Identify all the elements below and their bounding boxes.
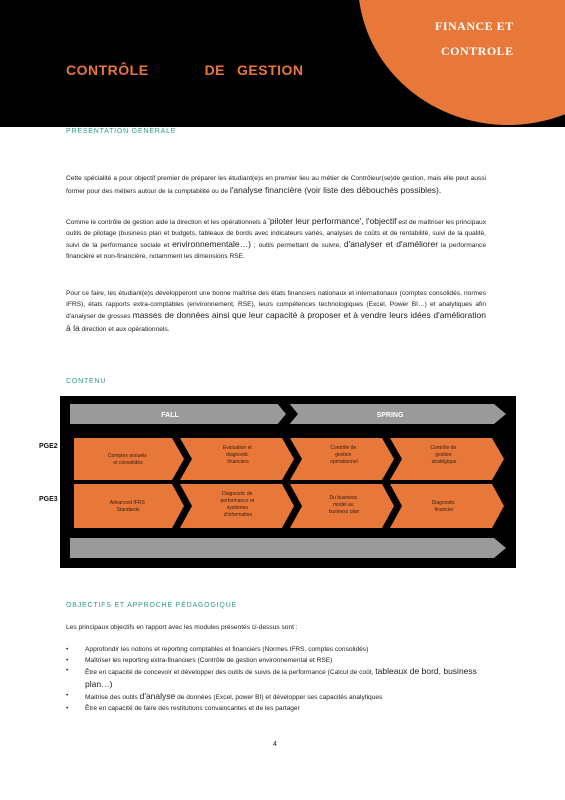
pge3-step-3-line: Du business — [329, 495, 358, 501]
p3-text-a: Pour ce faire, les étudiant(e)s développeront une bonne maîtrise des états financiers nationaux et internationaux (comptes consolidés, normes IFRS), états rapports extra-comptables (environnement, RSE), leurs compétences technologiques (Excel, Power BI…) et analytiques afin d'analyser de grosses — [66, 290, 486, 320]
pge2-step-1-line: Comptes annuels — [107, 453, 147, 459]
pge2-step-2-line: financiers — [227, 459, 249, 465]
pge3-label: PGE3 — [39, 496, 58, 503]
pge2-step-3-line: gestion — [335, 452, 352, 458]
pge3-step-2-line: systèmes — [226, 505, 248, 511]
list-item: • Être en capacité de faire des restitutions convaincantes et de les partager — [66, 704, 486, 715]
p1-emphasis: l'analyse financière (voir liste des débouchés possibles). — [229, 184, 442, 195]
p2-emphasis-a: 'piloter leur performance', l'objectif — [268, 216, 397, 226]
badge-line-2: CONTROLE — [441, 44, 514, 58]
fall-label: FALL — [161, 412, 179, 419]
pge2-step-4-line: stratégique — [431, 459, 457, 465]
b4-text-c: de données (Excel, power BI) et développer ses capacités analytiques — [175, 694, 383, 701]
pge2-step-3-line: Contrôle de — [330, 445, 357, 451]
pge2-step-2-line: diagnostic — [226, 452, 249, 458]
pge3-chevron-4 — [390, 484, 504, 528]
badge-line-1: FINANCE ET — [435, 19, 514, 33]
program-diagram-svg — [60, 396, 516, 568]
pge3-step-3-line: model au — [333, 502, 354, 508]
timeline-arrow-bottom — [70, 538, 506, 558]
pge3-chevron-1 — [74, 484, 184, 528]
list-item — [66, 691, 486, 704]
pge2-step-2-text — [223, 445, 253, 465]
p2-emphasis-c: d'analyser et d'améliorer — [343, 239, 439, 249]
title-word-3: GESTION — [237, 62, 304, 78]
pge3-step-2-line: performance et — [220, 498, 255, 504]
pge3-step-4-line: Diagnostic — [431, 500, 455, 506]
p2-emphasis-b: environnementale…) — [172, 239, 251, 249]
title-word-1: CONTRÔLE — [66, 62, 149, 78]
pge2-step-4-line: gestion — [435, 452, 452, 458]
header-badge — [435, 14, 514, 64]
contenu-heading: CONTENU — [66, 378, 107, 385]
b4-emphasis: d'analyse — [139, 691, 176, 701]
p2-text-e: ; outils permettant de suivre, — [250, 242, 344, 249]
b3-text: Être en capacité de concevoir et développer des outils de suivis de la performance (Calcul de coût, — [85, 669, 376, 676]
presentation-paragraph-2 — [66, 216, 486, 262]
pge3-step-2-line: d'information — [223, 512, 253, 518]
p2-text-g: la performance financière et non-financière, notamment les dimensions RSE. — [66, 242, 486, 260]
title-word-2: DE — [204, 62, 226, 78]
pge2-step-2-line: Evaluation et — [222, 445, 252, 451]
pge2-label: PGE2 — [39, 443, 58, 450]
pge3-step-1-line: Standards — [116, 507, 140, 513]
list-item: • Approfondir les notions et reporting comptables et financiers (Normes IFRS, comptes consolidés) — [66, 645, 486, 656]
page-number: 4 — [273, 741, 277, 748]
pge3-step-3-text — [329, 495, 360, 515]
pge2-step-1-line: et consolidés — [113, 460, 143, 466]
p2-text-a: Comme le contrôle de gestion aide la direction et les opérationnels à — [66, 219, 269, 226]
presentation-paragraph-3 — [66, 289, 486, 335]
pge2-step-4-line: Contrôle de — [430, 445, 457, 451]
list-item — [66, 666, 486, 691]
program-diagram — [60, 396, 516, 568]
p3-emphasis: masses de données ainsi que leur capacité à proposer et à vendre leurs idées d'amélioration à la — [66, 310, 486, 333]
objectifs-list — [66, 645, 486, 714]
pge3-step-2-line: Diagnostic de — [222, 491, 253, 497]
header-banner — [0, 0, 565, 127]
p2-text-c: est de maîtriser les principaux outils de pilotage (business plan et budgets, tableaux de bords avec indicateurs variés, analyses de coûts et de rentabilité, suivi de la qualité, suivi de la performance sociale et — [66, 219, 486, 249]
pge2-step-3-line: opérationnel — [330, 459, 358, 465]
pge3-step-3-line: business plan — [328, 509, 360, 515]
page-title — [66, 62, 304, 78]
b3-emphasis: tableaux de bord, business plan…) — [85, 666, 477, 689]
b4-text-a: Maitrise des outils — [85, 694, 140, 701]
presentation-heading: PRÉSENTATION GÉNÉRALE — [66, 128, 177, 135]
objectifs-intro: Les principaux objectifs en rapport avec les modules présentés ci-dessus sont : — [66, 624, 298, 631]
pge3-step-4-line: financier — [434, 507, 454, 513]
p3-text-c: direction et aux opérationnels. — [79, 325, 170, 333]
pge2-step-1-text — [108, 453, 148, 466]
pge2-chevron-1 — [74, 438, 184, 480]
p1-text: Cette spécialité a pour objectif premier de préparer les étudiant(e)s en premier lieu au métier de Contrôleur(se)de gestion, mais elle peut aussi former pour des métiers autour de la comptabilité ou de — [66, 175, 486, 195]
objectifs-heading: OBJECTIFS ET APPROCHE PÉDAGOGIQUE — [66, 602, 237, 609]
pge3-step-1-line: Advanced IFRS — [109, 500, 145, 506]
list-item: • Maîtriser les reporting extra-financiers (Contrôle de gestion environnemental et RSE) — [66, 656, 486, 667]
presentation-paragraph-1 — [66, 174, 486, 197]
pge3-step-4-text — [432, 500, 457, 513]
spring-label: SPRING — [376, 412, 404, 419]
